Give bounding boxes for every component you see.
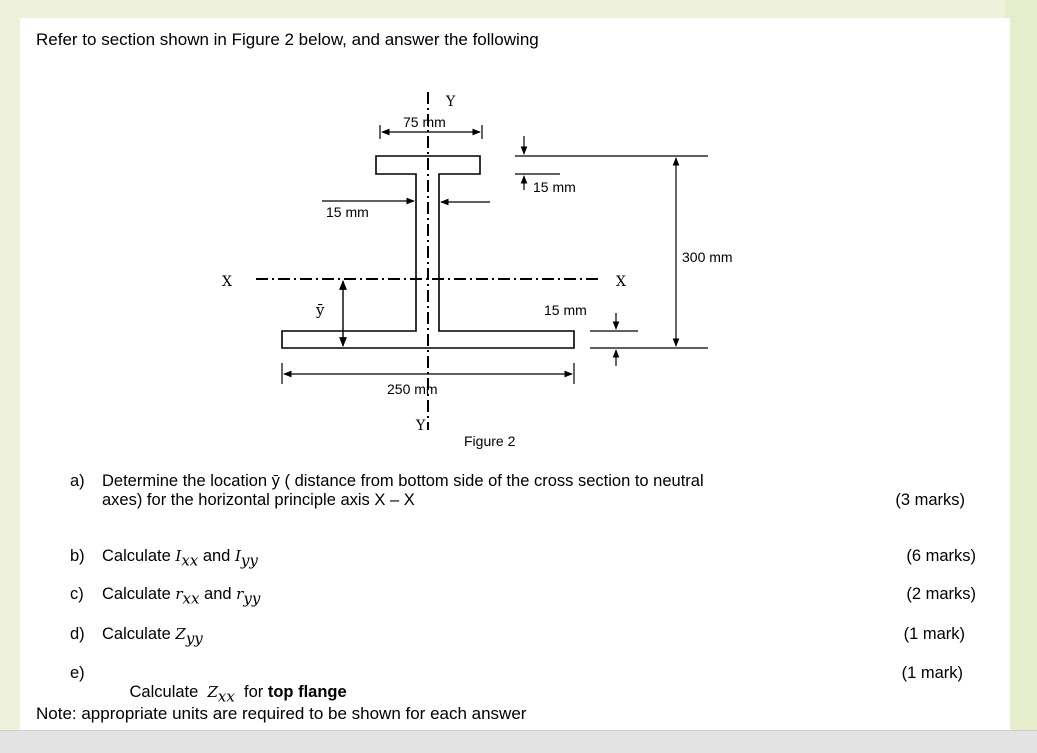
note-text: Note: appropriate units are required to be shown for each answer [36, 704, 527, 723]
dim-web-thickness: 15 mm [326, 204, 369, 220]
dim-total-height: 300 mm [682, 249, 733, 265]
question-a [70, 472, 965, 516]
question-e-label: e) [70, 664, 85, 682]
subscript-yy: yy [185, 629, 203, 648]
question-d-label: d) [70, 625, 85, 643]
question-e-top-flange: top flange [267, 683, 347, 701]
question-b-text: Calculate [102, 547, 176, 565]
question-e-text: Calculate [129, 683, 208, 701]
question-e-marks: (1 mark) [901, 664, 963, 682]
axis-x-left-label: X [222, 274, 232, 290]
question-b-marks: (6 marks) [906, 547, 976, 565]
bottom-scroll-bar[interactable] [0, 730, 1037, 753]
symbol-z: Z [207, 683, 218, 701]
question-b-label: b) [70, 547, 85, 565]
figure-2-i-section [20, 18, 1010, 468]
question-c-text: Calculate [102, 585, 176, 603]
dim-bottom-flange-thickness: 15 mm [544, 302, 587, 318]
question-c [70, 585, 976, 607]
subscript-xx: xx [181, 551, 199, 570]
symbol-r: r [236, 585, 244, 603]
axis-y-bottom-label: Y [416, 418, 426, 434]
question-e [70, 664, 963, 706]
ybar-label: ȳ [316, 301, 325, 319]
axis-x-right-label: X [616, 274, 626, 290]
subscript-xx: xx [217, 687, 235, 706]
question-c-marks: (2 marks) [906, 585, 976, 603]
figure-caption: Figure 2 [464, 433, 516, 449]
symbol-z: Z [175, 625, 186, 643]
subscript-yy: yy [243, 589, 261, 608]
symbol-i: I [175, 547, 182, 565]
question-d [70, 625, 965, 647]
dim-bottom-flange-width: 250 mm [387, 381, 438, 397]
question-a-label: a) [70, 472, 85, 490]
symbol-i: I [234, 547, 241, 565]
dim-top-flange-width: 75 mm [403, 114, 446, 130]
question-e-for: for [234, 683, 268, 701]
subscript-yy: yy [240, 551, 258, 570]
intro-text: Refer to section shown in Figure 2 below, and answer the following [36, 30, 539, 49]
question-a-line2: axes) for the horizontal principle axis X – X [102, 491, 415, 509]
symbol-r: r [175, 585, 183, 603]
question-b-and: and [198, 547, 235, 565]
question-c-and: and [199, 585, 237, 603]
question-page [20, 18, 1010, 730]
axis-y-top-label: Y [446, 94, 456, 110]
question-a-line1: Determine the location ȳ ( distance from bottom side of the cross section to neutral [102, 472, 704, 490]
question-c-label: c) [70, 585, 84, 603]
subscript-xx: xx [182, 589, 200, 608]
question-a-marks: (3 marks) [895, 491, 965, 509]
question-d-marks: (1 mark) [903, 625, 965, 643]
question-d-text: Calculate [102, 625, 176, 643]
question-b [70, 547, 976, 569]
dim-top-flange-thickness: 15 mm [533, 179, 576, 195]
